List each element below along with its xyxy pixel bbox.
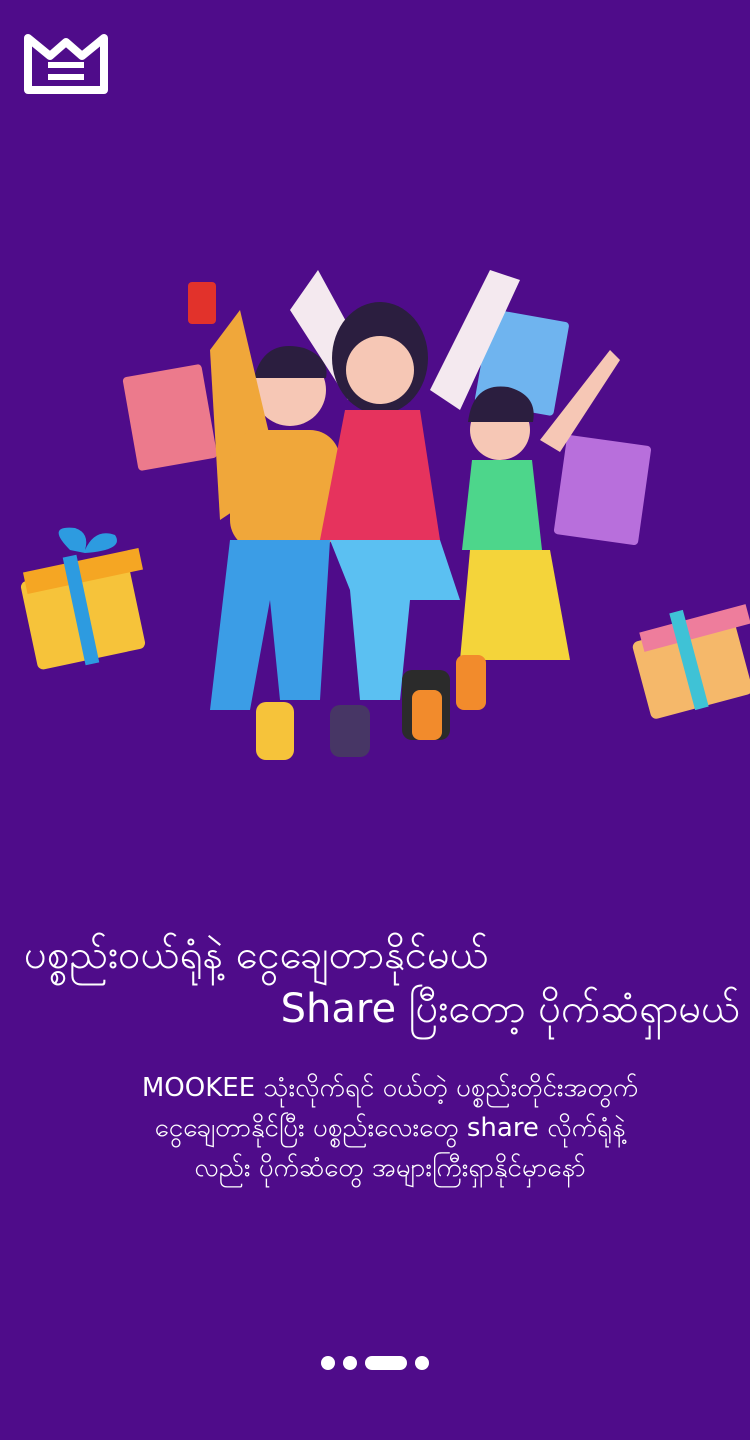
page-dot-1[interactable]: [321, 1356, 335, 1370]
headline-line-2: Share ပြီးတော့ ပိုက်ဆံရှာမယ်: [280, 986, 740, 1032]
mookee-logo-icon: [20, 30, 112, 100]
description-line-2: ငွေချေတာနိုင်ပြီး ပစ္စည်းလေးတွေ share လိုက်ရုံနဲ့: [154, 1113, 626, 1143]
shopping-bag-left-icon: [122, 364, 217, 471]
shopping-bag-right-icon: [553, 435, 651, 546]
shopping-friends-illustration: [0, 250, 750, 790]
headline: [24, 928, 744, 1036]
gift-box-right-icon: [631, 604, 750, 720]
phone-icon: [188, 282, 216, 324]
description-line-1: MOOKEE သုံးလိုက်ရင် ဝယ်တဲ့ ပစ္စည်းတိုင်းအတွက်: [141, 1073, 639, 1103]
headline-line-1: ပစ္စည်းဝယ်ရုံနဲ့ ငွေချေတာနိုင်မယ်: [24, 932, 489, 978]
page-indicator: [0, 1356, 750, 1370]
page-dot-4[interactable]: [415, 1356, 429, 1370]
gift-box-left-icon: [20, 528, 146, 671]
page-dot-2[interactable]: [343, 1356, 357, 1370]
description-line-3: လည်း ပိုက်ဆံတွေ အများကြီးရှာနိုင်မှာနော်: [194, 1153, 586, 1183]
page-dot-3-active[interactable]: [365, 1356, 407, 1370]
description: [70, 1068, 710, 1188]
